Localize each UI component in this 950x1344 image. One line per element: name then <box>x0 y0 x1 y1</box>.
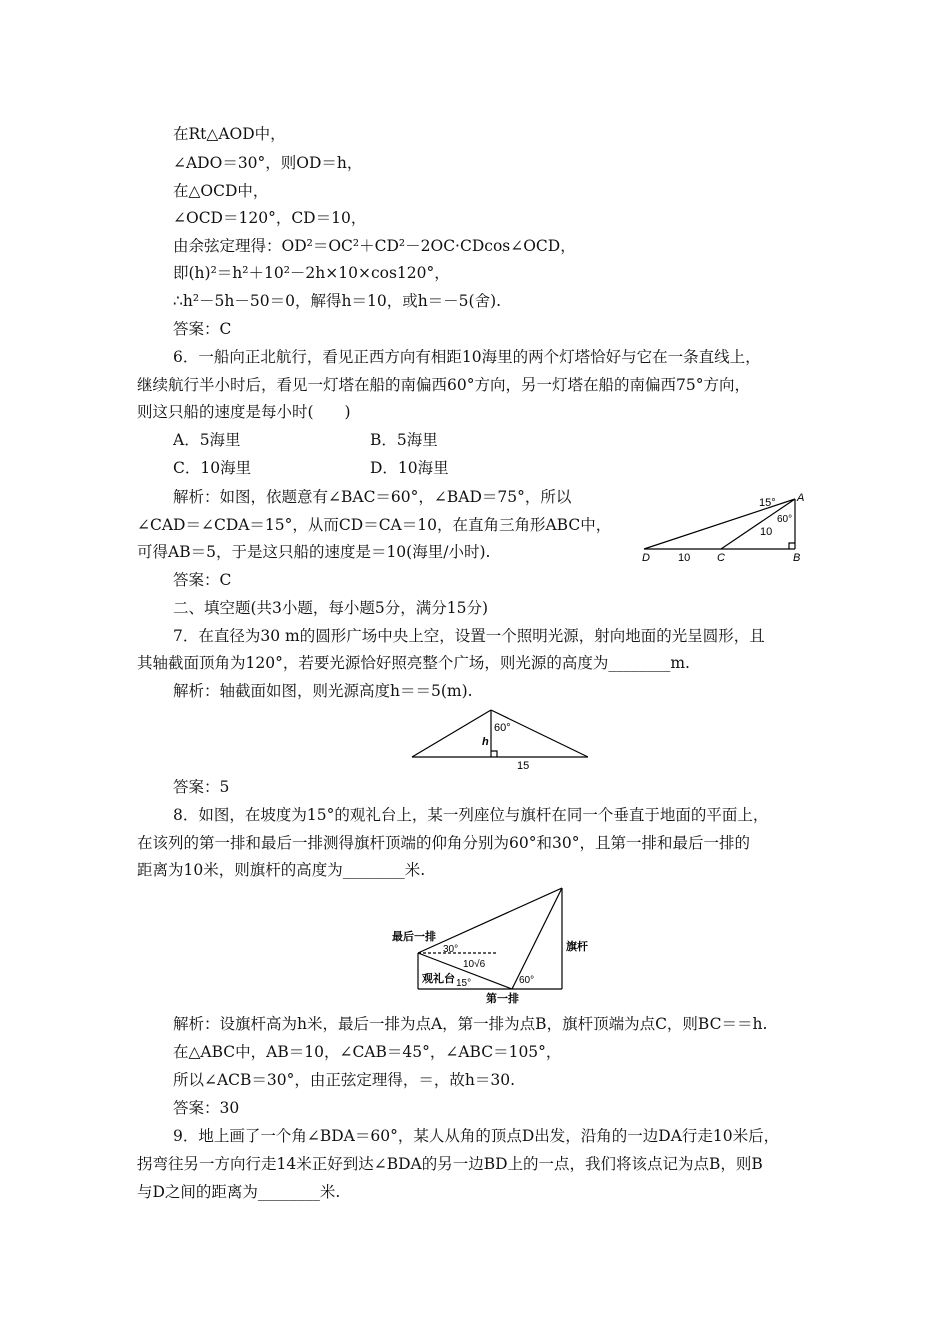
text-line: 即(h)²＝h²＋10²－2h×10×cos120°， <box>173 264 450 282</box>
solution-7: 解析：轴截面如图，则光源高度h＝＝5(m). <box>173 682 473 700</box>
label-60deg: 60° <box>494 722 511 734</box>
label-dc: 10 <box>678 552 691 564</box>
label-last-row: 最后一排 <box>392 931 436 943</box>
label-60deg: 60° <box>777 514 793 525</box>
text-line: ∴h²－5h－50＝0，解得h＝10，或h＝－5(舍). <box>173 292 502 310</box>
question-9: 与D之间的距离为________米. <box>137 1183 341 1201</box>
question-9: 9．地上画了一个角∠BDA＝60°，某人从角的顶点D出发，沿角的一边DA行走10米后， <box>173 1127 780 1145</box>
label-first-row: 第一排 <box>486 993 519 1005</box>
solution-8: 所以∠ACB＝30°，由正弦定理得，＝，故h＝30. <box>173 1071 516 1089</box>
label-d: D <box>642 552 650 564</box>
question-6: 继续航行半小时后，看见一灯塔在船的南偏西60°方向，另一灯塔在船的南偏西75°方向， <box>137 376 750 394</box>
question-7: 其轴截面顶角为120°，若要光源恰好照亮整个广场，则光源的高度为________m. <box>137 654 690 672</box>
label-15deg: 15° <box>456 978 472 989</box>
text-line: ∠OCD＝120°，CD＝10， <box>173 209 367 227</box>
figure-q7 <box>410 705 590 775</box>
question-6: 则这只船的速度是每小时( ) <box>137 403 351 421</box>
text-line: ∠ADO＝30°，则OD＝h， <box>173 154 363 172</box>
solution-6: ∠CAD＝∠CDA＝15°，从而CD＝CA＝10，在直角三角形ABC中， <box>137 516 612 534</box>
label-b: B <box>793 552 801 564</box>
option-b: B．5海里 <box>370 431 438 449</box>
solution-6: 解析：如图，依题意有∠BAC＝60°，∠BAD＝75°，所以 <box>173 488 572 506</box>
label-h: h <box>482 736 489 748</box>
question-8: 在该列的第一排和最后一排测得旗杆顶端的仰角分别为60°和30°，且第一排和最后一排的 <box>137 834 750 852</box>
solution-8: 在△ABC中，AB＝10，∠CAB＝45°，∠ABC＝105°， <box>173 1043 562 1061</box>
option-c: C．10海里 <box>173 459 252 477</box>
text-line: 在△OCD中， <box>173 182 269 200</box>
text-line: 在Rt△AOD中， <box>173 125 286 143</box>
label-a: A <box>797 492 805 504</box>
figure-q6 <box>636 490 811 565</box>
label-60deg: 60° <box>519 975 535 986</box>
option-a: A．5海里 <box>173 431 241 449</box>
text-line: 由余弦定理得：OD²＝OC²＋CD²－2OC·CDcos∠OCD， <box>173 237 576 255</box>
solution-6: 可得AB＝5，于是这只船的速度是＝10(海里/小时). <box>137 543 491 561</box>
question-8: 8．如图，在坡度为15°的观礼台上，某一列座位与旗杆在同一个垂直于地面的平面上， <box>173 806 769 824</box>
section-heading: 二、填空题(共3小题，每小题5分，满分15分) <box>173 599 489 617</box>
question-9: 拐弯往另一方向行走14米正好到达∠BDA的另一边BD上的一点，我们将该点记为点B，则B <box>137 1155 763 1173</box>
label-platform: 观礼台 <box>422 973 455 985</box>
solution-8: 解析：设旗杆高为h米，最后一排为点A，第一排为点B，旗杆顶端为点C，则BC＝＝h. <box>173 1015 768 1033</box>
option-d: D．10海里 <box>370 459 449 477</box>
label-c: C <box>717 552 725 564</box>
left-edge <box>412 710 491 757</box>
question-7: 7．在直径为30 m的圆形广场中央上空，设置一个照明光源，射向地面的光呈圆形，且 <box>173 627 765 645</box>
question-8: 距离为10米，则旗杆的高度为________米. <box>137 861 426 879</box>
answer-line: 答案：30 <box>173 1099 240 1117</box>
sight-line-first <box>512 888 562 989</box>
right-angle-mark <box>789 543 795 549</box>
right-angle-mark <box>491 751 497 757</box>
figure-q8 <box>388 883 598 1008</box>
label-dist: 10√6 <box>463 959 486 970</box>
label-15: 15 <box>517 760 530 772</box>
answer-line: 答案：5 <box>173 778 230 796</box>
label-30deg: 30° <box>443 944 459 955</box>
answer-line: 答案：C <box>173 571 232 589</box>
label-flagpole: 旗杆 <box>566 941 588 953</box>
question-6: 6．一船向正北航行，看见正西方向有相距10海里的两个灯塔恰好与它在一条直线上， <box>173 348 761 366</box>
label-ac: 10 <box>760 526 773 538</box>
label-15deg: 15° <box>759 497 776 509</box>
answer-line: 答案：C <box>173 320 232 338</box>
sight-line-last <box>418 888 562 953</box>
